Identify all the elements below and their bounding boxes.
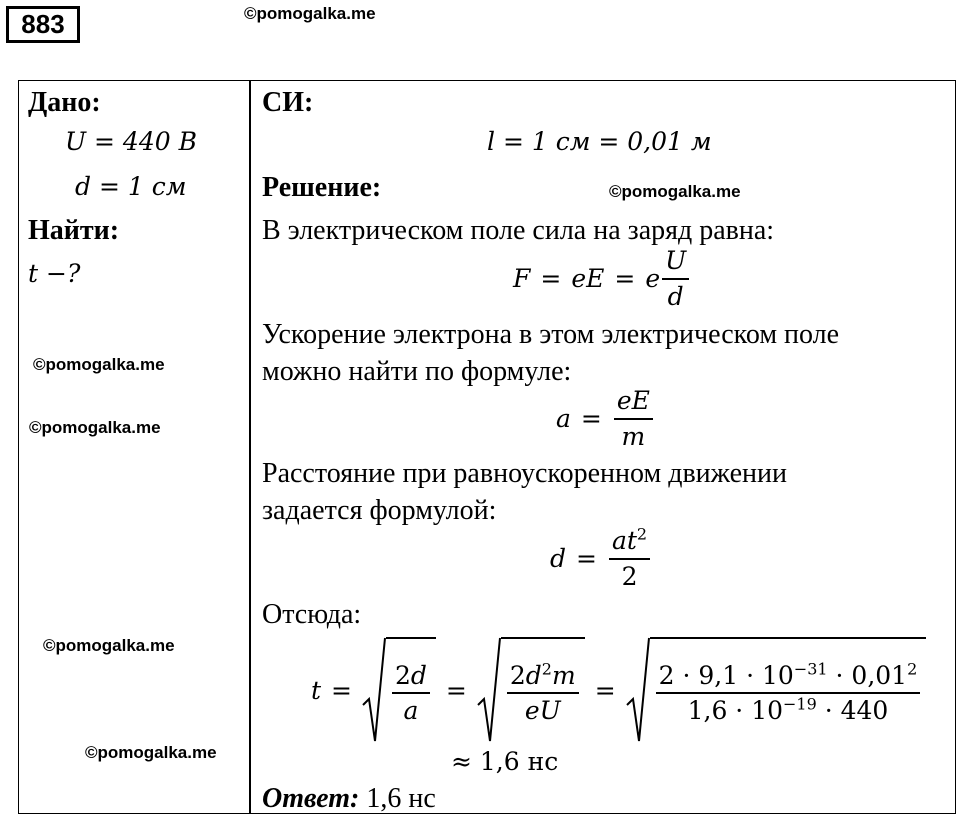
sqrt-symbol: $\frac{2 \cdot 9,1 \cdot 10^{-31} \cdot 0,01^2}{1,6 \cdot 10^{-19} \cdot 440}$ [626,637,927,743]
solution-text-force: В электрическом поле сила на заряд равна: [262,215,775,246]
problem-number: 883 [6,6,80,43]
solution-table [18,80,956,814]
formula-time: t = $\frac{2d}{a}$ = $\frac{2d^2m}{eU}$ = $\frac{2 \cdot 9,1 \cdot 10^{-31} \cdot 0,01^2}{1,6 \cdot 10^{-19} \cdot 440}$ [311,637,926,743]
watermark: ©pomogalka.me [43,636,175,655]
solution-text-distance-2: задается формулой: [262,495,497,526]
given-distance: d = 1 см [75,172,187,201]
si-conversion: l = 1 см = 0,01 м [487,127,712,156]
solution-heading: Решение: [262,172,382,203]
answer-label: Ответ: [262,783,360,814]
find-heading: Найти: [28,215,120,246]
result-approx: ≈ 1,6 нс [451,747,559,776]
watermark: ©pomogalka.me [33,355,165,374]
answer-value: 1,6 нс [366,783,436,814]
formula-distance: d = $\frac{at^2}{2}$ [550,527,652,590]
answer [262,785,436,813]
solution-text-acceleration-1: Ускорение электрона в этом электрическом поле [262,319,840,350]
column-divider [249,81,251,813]
find-unknown: t −? [28,259,81,288]
formula-acceleration: a = $\frac{eE}{m}$ [556,387,655,450]
sqrt-symbol: $\frac{2d}{a}$ [362,637,436,743]
watermark: ©pomogalka.me [85,743,217,762]
solution-text-distance-1: Расстояние при равноускоренном движении [262,458,787,489]
solution-text-hence: Отсюда: [262,599,362,630]
given-heading: Дано: [28,87,101,118]
watermark: ©pomogalka.me [244,4,376,23]
given-voltage: U = 440 В [65,127,197,156]
watermark: ©pomogalka.me [29,418,161,437]
formula-force: F = eE = e $\frac{U}{d}$ [513,247,691,310]
sqrt-symbol: $\frac{2d^2m}{eU}$ [477,637,585,743]
si-heading: СИ: [262,87,314,118]
solution-text-acceleration-2: можно найти по формуле: [262,356,572,387]
watermark: ©pomogalka.me [609,182,741,201]
